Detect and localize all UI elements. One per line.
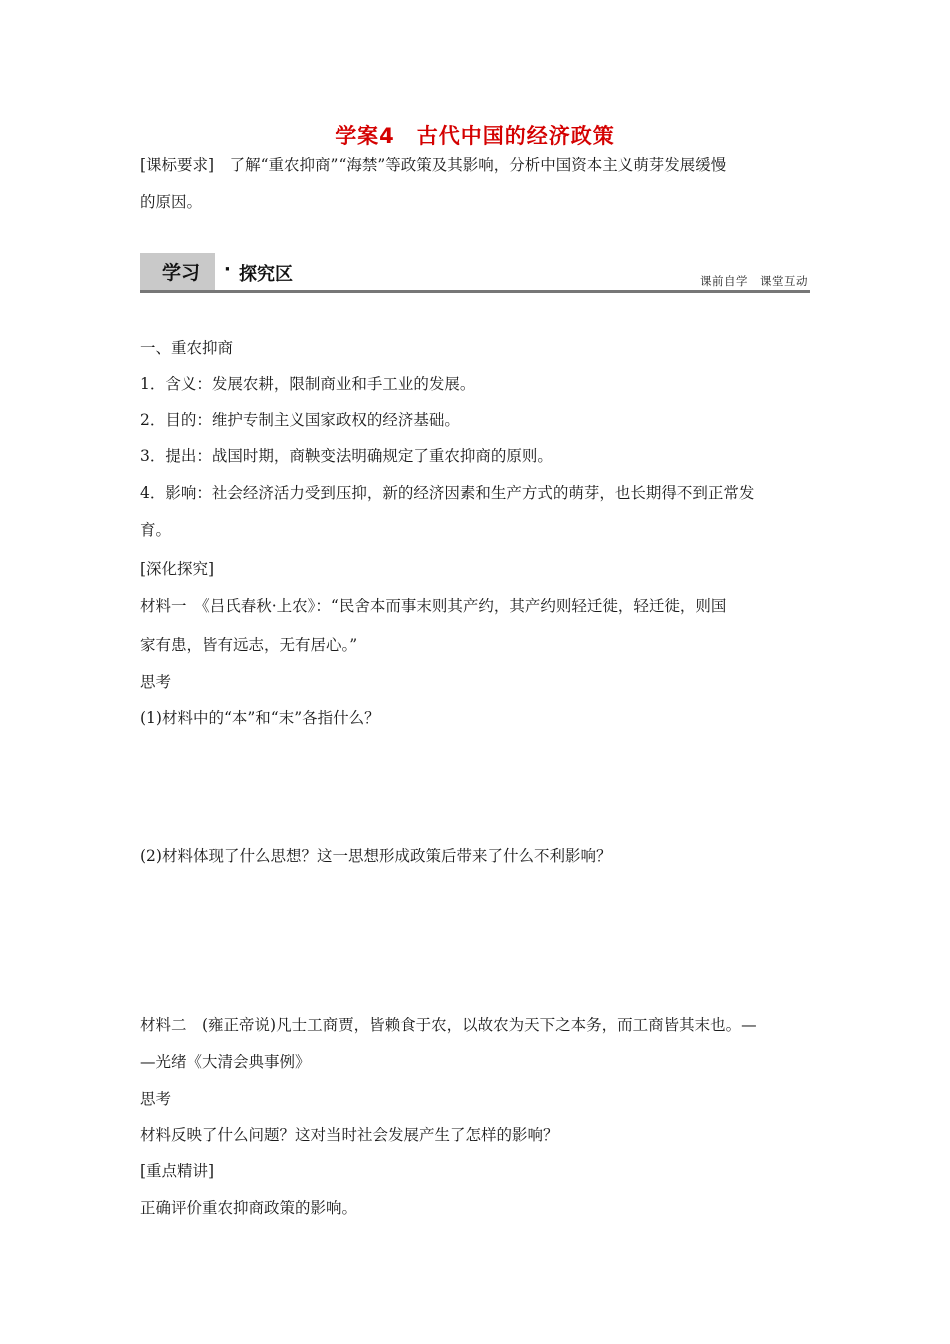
banner-right-label: 课前自学 课堂互动 — [700, 274, 808, 288]
list-item-impact-line-1: 4．影响：社会经济活力受到压抑，新的经济因素和生产方式的萌芽，也长期得不到正常发 — [140, 484, 755, 502]
material-one-line-1: 材料一 《吕氏春秋·上农》：“民舍本而事末则其产约，其产约则轻迁徙，轻迁徙，则国 — [140, 597, 727, 615]
list-item-meaning: 1．含义：发展农耕，限制商业和手工业的发展。 — [140, 375, 476, 393]
banner-separator-dot: · — [224, 259, 231, 280]
material-two-line-2: —光绪《大清会典事例》 — [140, 1053, 311, 1071]
section-heading: 一、重农抑商 — [140, 339, 234, 357]
curriculum-requirement-line-2: 的原因。 — [140, 193, 203, 211]
think-label-2: 思考 — [140, 1090, 172, 1108]
curriculum-requirement-line-1: [课标要求] 了解“重农抑商”“海禁”等政策及其影响，分析中国资本主义萌芽发展缓慢 — [140, 156, 727, 174]
banner-subtitle: 探究区 — [239, 264, 293, 285]
key-points-text: 正确评价重农抑商政策的影响。 — [140, 1199, 358, 1217]
question-1: (1)材料中的“本”和“末”各指什么？ — [140, 709, 380, 727]
material-one-line-2: 家有患，皆有远志，无有居心。” — [140, 636, 358, 654]
question-2: (2)材料体现了什么思想？这一思想形成政策后带来了什么不利影响？ — [140, 847, 612, 865]
banner-underline — [140, 290, 810, 293]
question-3: 材料反映了什么问题？这对当时社会发展产生了怎样的影响？ — [140, 1126, 559, 1144]
banner-tab-label: 学习 — [162, 262, 201, 284]
section-banner — [140, 253, 810, 293]
key-points-heading: [重点精讲] — [140, 1162, 215, 1180]
deep-inquiry-heading: [深化探究] — [140, 560, 215, 578]
page-title: 学案4 古代中国的经济政策 — [335, 124, 615, 148]
list-item-origin: 3．提出：战国时期，商鞅变法明确规定了重农抑商的原则。 — [140, 447, 553, 465]
list-item-impact-line-2: 育。 — [140, 521, 172, 539]
list-item-purpose: 2．目的：维护专制主义国家政权的经济基础。 — [140, 411, 460, 429]
think-label-1: 思考 — [140, 673, 172, 691]
material-two-line-1: 材料二 (雍正帝说)凡士工商贾，皆赖食于农，以故农为天下之本务，而工商皆其末也。— — [140, 1016, 757, 1034]
